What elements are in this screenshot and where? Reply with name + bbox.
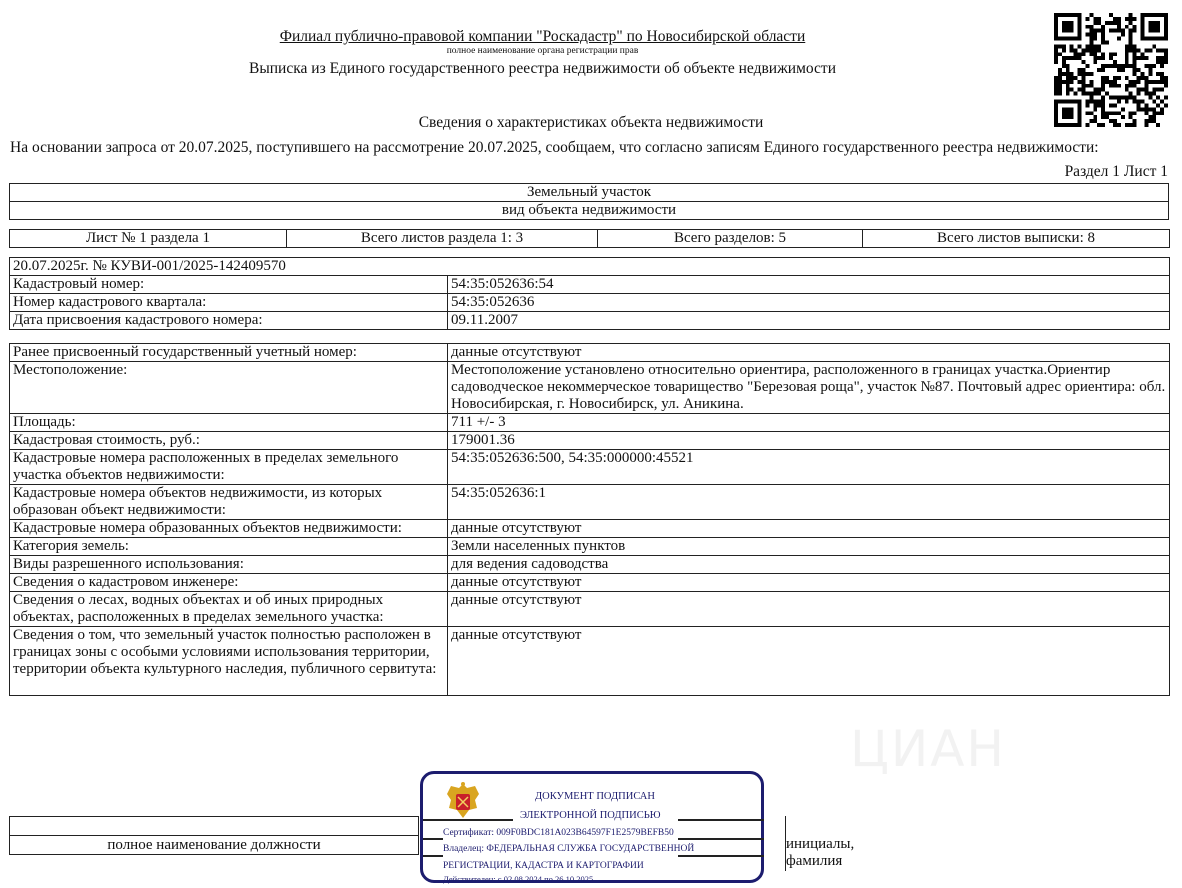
row-label: Категория земель: xyxy=(10,538,448,556)
name-signature-field: инициалы, фамилия xyxy=(786,836,855,869)
table-row xyxy=(10,362,1170,414)
total-sheets: Всего листов выписки: 8 xyxy=(863,230,1170,248)
row-value: данные отсутствуют xyxy=(448,574,1170,592)
signature-line xyxy=(423,819,513,821)
row-label: Сведения о том, что земельный участок полностью расположен в границах зоны с особыми условиями использования территории, территории объекта культурного наследия, публичного сервитута: xyxy=(10,627,448,696)
table-row xyxy=(10,312,1170,330)
row-value: 54:35:052636:500, 54:35:000000:45521 xyxy=(448,450,1170,485)
stamp-title-line1: ДОКУМЕНТ ПОДПИСАН xyxy=(535,791,655,802)
row-label: Кадастровые номера расположенных в пределах земельного участка объектов недвижимости: xyxy=(10,450,448,485)
stamp-title-line2: ЭЛЕКТРОННОЙ ПОДПИСЬЮ xyxy=(520,810,661,821)
table-row xyxy=(10,276,1170,294)
table-row xyxy=(10,574,1170,592)
characteristics-table xyxy=(9,343,1170,696)
row-value: 54:35:052636 xyxy=(448,294,1170,312)
signature-line xyxy=(423,838,443,840)
stamp-validity: Действителен: с 02.08.2024 по 26.10.2025 xyxy=(443,874,594,884)
row-label: Кадастровый номер: xyxy=(10,276,448,294)
stamp-certificate: Сертификат: 009F0BDC181A023B64597F1E2579BEFB50 xyxy=(443,828,674,838)
main-info-table xyxy=(9,257,1170,330)
row-label: Номер кадастрового квартала: xyxy=(10,294,448,312)
object-type-caption: вид объекта недвижимости xyxy=(10,202,1169,220)
signature-line xyxy=(423,855,443,857)
watermark: ЦИАН xyxy=(850,720,1007,778)
row-value: данные отсутствуют xyxy=(448,592,1170,627)
section-sheet-label: Раздел 1 Лист 1 xyxy=(1064,163,1168,180)
row-value: для ведения садоводства xyxy=(448,556,1170,574)
sheets-table xyxy=(9,229,1170,248)
table-row xyxy=(10,520,1170,538)
signature-line xyxy=(678,819,764,821)
row-label: Площадь: xyxy=(10,414,448,432)
position-caption: полное наименование должности xyxy=(10,836,419,855)
intro-text: На основании запроса от 20.07.2025, поступившего на рассмотрение 20.07.2025, сообщаем, что согласно записям Единого государственного реестра недвижимости: xyxy=(10,139,1099,156)
row-value: 54:35:052636:54 xyxy=(448,276,1170,294)
sheets-in-section: Всего листов раздела 1: 3 xyxy=(287,230,598,248)
row-value: Местоположение установлено относительно ориентира, расположенного в границах участка.Ориентир садоводческое некоммерческое товарищество "Березовая роща", участок №87. Почтовый адрес ориентира: обл. Новосибирская, г. Новосибирск, ул. Аникина. xyxy=(448,362,1170,414)
table-row xyxy=(10,344,1170,362)
total-sections: Всего разделов: 5 xyxy=(598,230,863,248)
stamp-owner-continued: РЕГИСТРАЦИИ, КАДАСТРА И КАРТОГРАФИИ xyxy=(443,861,644,871)
table-row xyxy=(10,485,1170,520)
document-title: Выписка из Единого государственного реестра недвижимости об объекте недвижимости xyxy=(249,60,836,77)
row-label: Сведения о лесах, водных объектах и об иных природных объектах, расположенных в пределах земельного участка: xyxy=(10,592,448,627)
extract-number: 20.07.2025г. № КУВИ-001/2025-142409570 xyxy=(10,258,1170,276)
table-row xyxy=(10,627,1170,696)
row-value: 54:35:052636:1 xyxy=(448,485,1170,520)
row-label: Кадастровые номера образованных объектов недвижимости: xyxy=(10,520,448,538)
signature-line xyxy=(678,838,764,840)
row-value: данные отсутствуют xyxy=(448,627,1170,696)
row-label: Местоположение: xyxy=(10,362,448,414)
row-value: 179001.36 xyxy=(448,432,1170,450)
table-row xyxy=(10,556,1170,574)
object-type-table xyxy=(9,183,1169,220)
table-row xyxy=(10,592,1170,627)
org-subtitle: полное наименование органа регистрации прав xyxy=(446,46,639,56)
table-row xyxy=(10,294,1170,312)
row-value: 711 +/- 3 xyxy=(448,414,1170,432)
sheet-number: Лист № 1 раздела 1 xyxy=(10,230,287,248)
row-label: Кадастровые номера объектов недвижимости, из которых образован объект недвижимости: xyxy=(10,485,448,520)
table-row xyxy=(10,432,1170,450)
row-label: Дата присвоения кадастрового номера: xyxy=(10,312,448,330)
row-label: Виды разрешенного использования: xyxy=(10,556,448,574)
coat-of-arms-icon xyxy=(443,780,483,824)
position-blank xyxy=(10,817,419,836)
row-value: 09.11.2007 xyxy=(448,312,1170,330)
table-row xyxy=(10,414,1170,432)
row-label: Кадастровая стоимость, руб.: xyxy=(10,432,448,450)
row-label: Сведения о кадастровом инженере: xyxy=(10,574,448,592)
table-row xyxy=(10,450,1170,485)
row-value: данные отсутствуют xyxy=(448,344,1170,362)
signature-line xyxy=(678,855,764,857)
electronic-signature-stamp xyxy=(420,771,764,883)
section-title: Сведения о характеристиках объекта недвижимости xyxy=(418,114,764,131)
row-label: Ранее присвоенный государственный учетный номер: xyxy=(10,344,448,362)
stamp-owner: Владелец: ФЕДЕРАЛЬНАЯ СЛУЖБА ГОСУДАРСТВЕННОЙ xyxy=(443,844,695,854)
org-name: Филиал публично-правовой компании "Роскадастр" по Новосибирской области xyxy=(279,28,806,45)
row-value: Земли населенных пунктов xyxy=(448,538,1170,556)
object-type: Земельный участок xyxy=(10,184,1169,202)
qr-code-icon xyxy=(1054,13,1168,127)
row-value: данные отсутствуют xyxy=(448,520,1170,538)
position-signature-field xyxy=(9,816,419,855)
table-row xyxy=(10,538,1170,556)
